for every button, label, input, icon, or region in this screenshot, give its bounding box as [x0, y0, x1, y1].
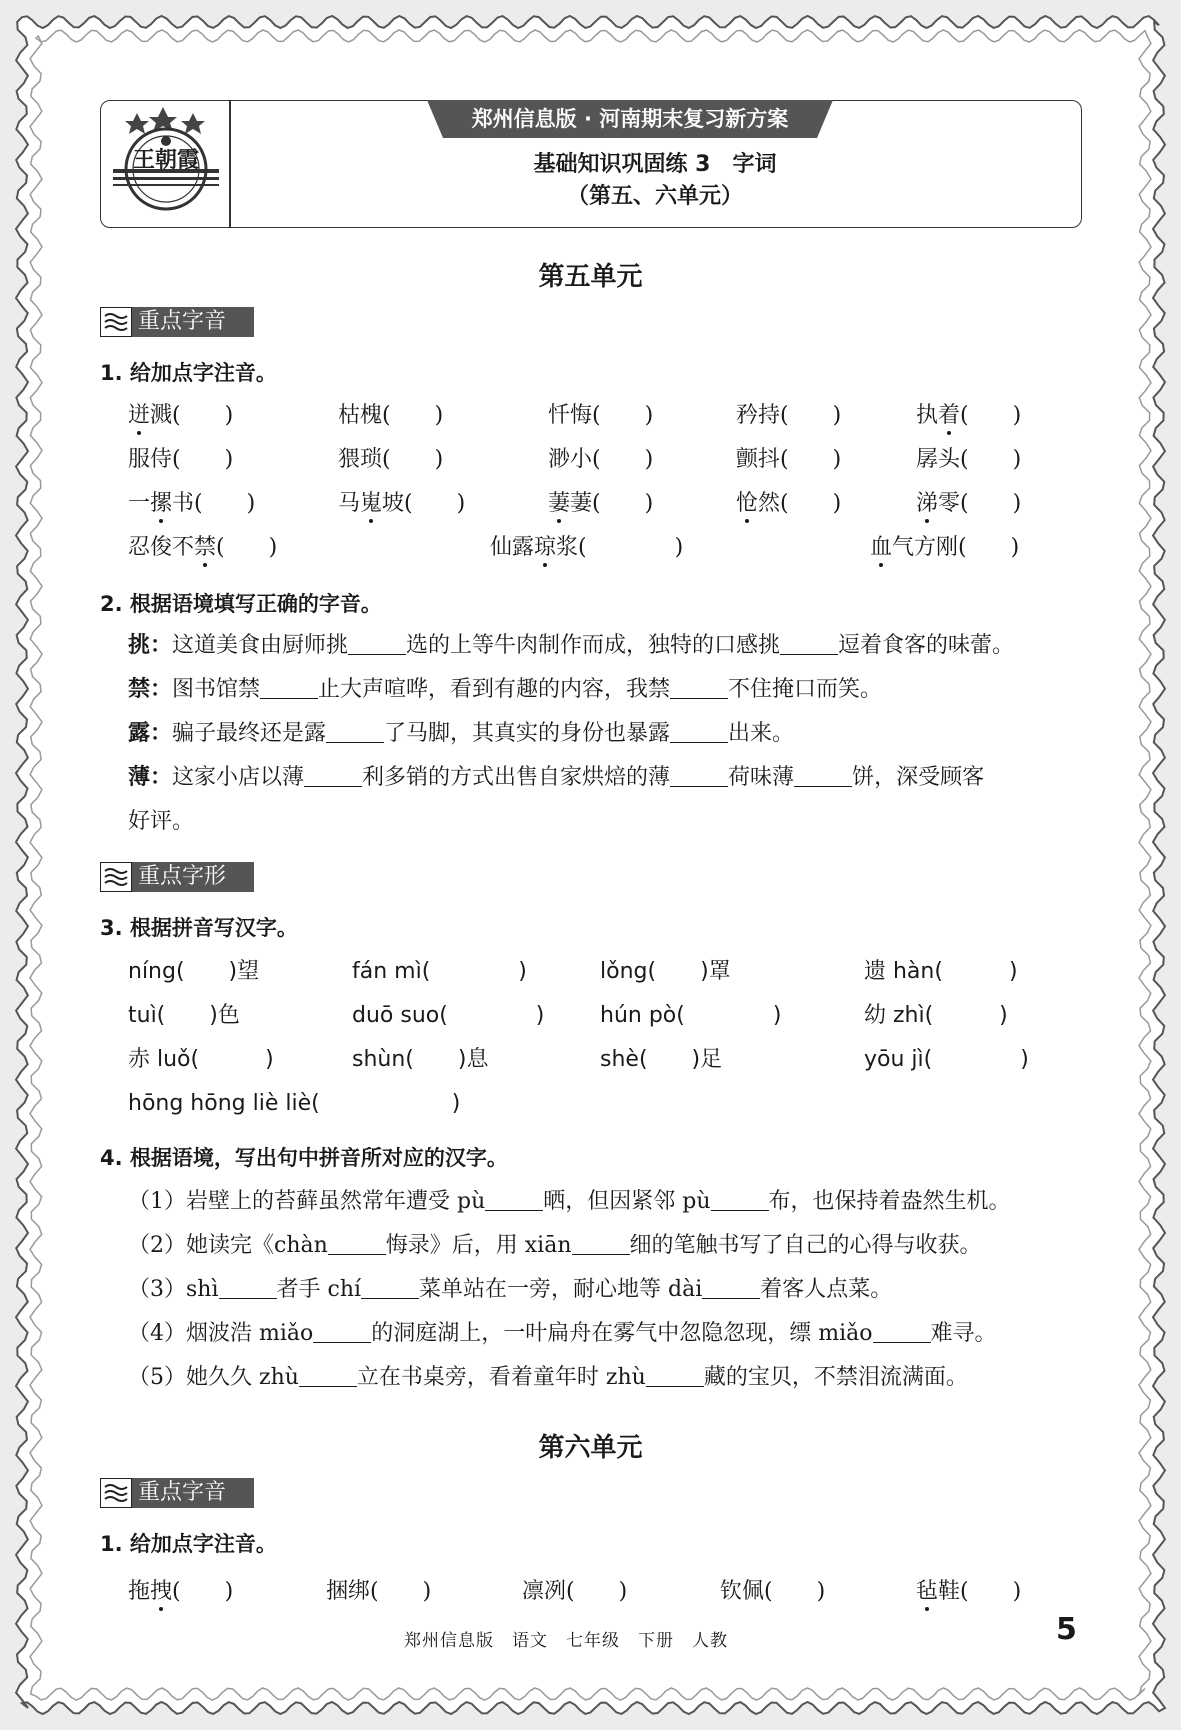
pinyin-word: tuì( )色 — [128, 1003, 240, 1028]
unit6-tag-pronunciation: 重点字音 — [100, 1478, 254, 1508]
unit5-q2-label: 2. 根据语境填写正确的字音。 — [100, 592, 382, 616]
pronunciation-word: 毡鞋( ) — [916, 1579, 1022, 1604]
svg-text:王朝霞: 王朝霞 — [132, 147, 200, 173]
answer-blank[interactable] — [572, 1232, 630, 1255]
page-number: 5 — [1056, 1612, 1077, 1647]
pinyin-word: fán mì( ) — [352, 959, 527, 984]
unit5-q3-label: 3. 根据拼音写汉字。 — [100, 916, 298, 940]
answer-blank[interactable] — [670, 720, 728, 743]
unit5-tag-pronunciation: 重点字音 — [100, 307, 254, 337]
wave-icon — [100, 1478, 132, 1508]
sentence-item: （1）岩壁上的苔藓虽然常年遭受 pù 晒，但因紧邻 pù 布，也保持着盎然生机。 — [128, 1189, 1011, 1214]
pinyin-word: hōng hōng liè liè( ) — [128, 1091, 461, 1116]
pronunciation-word: 怆然( ) — [736, 491, 842, 516]
answer-blank[interactable] — [326, 720, 384, 743]
pronunciation-word: 萋萋( ) — [548, 491, 654, 516]
pronunciation-word: 孱头( ) — [916, 447, 1022, 472]
answer-blank[interactable] — [328, 1232, 386, 1255]
answer-blank[interactable] — [711, 1188, 769, 1211]
pinyin-word: 幼 zhì( ) — [864, 1003, 1008, 1028]
pinyin-word: 赤 luǒ( ) — [128, 1047, 274, 1072]
publisher-logo — [111, 107, 221, 219]
header-banner: 郑州信息版 · 河南期末复习新方案 — [471, 107, 789, 131]
page-title: 基础知识巩固练 3 字词 — [533, 152, 777, 177]
answer-blank[interactable] — [780, 632, 838, 655]
sentence-item: （5）她久久 zhù 立在书桌旁，看着童年时 zhù 藏的宝贝，不禁泪流满面。 — [128, 1365, 968, 1390]
answer-blank[interactable] — [873, 1320, 931, 1343]
sentence-item: （2）她读完《chàn 悔录》后，用 xiān 细的笔触书写了自己的心得与收获。 — [128, 1233, 982, 1258]
pronunciation-word: 马嵬坡( ) — [338, 491, 466, 516]
pronunciation-word: 凛冽( ) — [522, 1579, 628, 1604]
pronunciation-word: 矜持( ) — [736, 403, 842, 428]
pronunciation-word: 执着( ) — [916, 403, 1022, 428]
pinyin-word: níng( )望 — [128, 959, 260, 984]
pronunciation-word: 迸溅( ) — [128, 403, 234, 428]
answer-blank[interactable] — [304, 764, 362, 787]
pronunciation-word: 枯槐( ) — [338, 403, 444, 428]
pinyin-word: yōu jì( ) — [864, 1047, 1029, 1072]
page-subtitle: （第五、六单元） — [566, 184, 743, 209]
unit6-title: 第六单元 — [538, 1433, 643, 1463]
pronunciation-word: 捆绑( ) — [326, 1579, 432, 1604]
answer-blank[interactable] — [794, 764, 852, 787]
sentence-item: （3）shì 者手 chí 菜单站在一旁，耐心地等 dài 着客人点菜。 — [128, 1277, 893, 1302]
footer-text: 郑州信息版 语文 七年级 下册 人教 — [404, 1631, 728, 1651]
answer-blank[interactable] — [361, 1276, 419, 1299]
context-item: 禁：图书馆禁 止大声喧哗，看到有趣的内容，我禁 不住掩口而笑。 — [128, 677, 883, 702]
wave-icon — [100, 862, 132, 892]
answer-blank[interactable] — [260, 676, 318, 699]
unit6-q1-label: 1. 给加点字注音。 — [100, 1532, 277, 1556]
sentence-item: （4）烟波浩 miǎo 的洞庭湖上，一叶扁舟在雾气中忽隐忽现，缥 miǎo 难寻。 — [128, 1321, 997, 1346]
context-item: 薄：这家小店以薄 利多销的方式出售自家烘焙的薄 荷味薄 饼，深受顾客 — [128, 765, 985, 790]
pinyin-word: 遗 hàn( ) — [864, 959, 1018, 984]
pronunciation-word: 一摞书( ) — [128, 491, 256, 516]
context-tail: 好评。 — [128, 809, 195, 834]
pinyin-word: duō suo( ) — [352, 1003, 545, 1028]
pronunciation-word: 猥琐( ) — [338, 447, 444, 472]
pronunciation-word: 血气方刚( ) — [870, 535, 1020, 560]
pronunciation-word: 拖拽( ) — [128, 1579, 234, 1604]
pronunciation-word: 钦佩( ) — [720, 1579, 826, 1604]
context-item: 露：骗子最终还是露 了马脚，其真实的身份也暴露 出来。 — [128, 721, 795, 746]
context-item: 挑：这道美食由厨师挑 选的上等牛肉制作而成，独特的口感挑 逗着食客的味蕾。 — [128, 633, 1015, 658]
unit5-q1-label: 1. 给加点字注音。 — [100, 361, 277, 385]
pinyin-word: hún pò( ) — [600, 1003, 782, 1028]
pronunciation-word: 忍俊不禁( ) — [128, 535, 278, 560]
answer-blank[interactable] — [670, 764, 728, 787]
header-box — [100, 100, 1082, 228]
pronunciation-word: 服侍( ) — [128, 447, 234, 472]
unit5-q4-label: 4. 根据语境，写出句中拼音所对应的汉字。 — [100, 1146, 508, 1170]
pronunciation-word: 仙露琼浆( ) — [490, 535, 684, 560]
answer-blank[interactable] — [219, 1276, 277, 1299]
answer-blank[interactable] — [646, 1364, 704, 1387]
pinyin-word: shè( )足 — [600, 1047, 723, 1072]
unit5-tag-shape: 重点字形 — [100, 862, 254, 892]
pinyin-word: lǒng( )罩 — [600, 959, 731, 984]
pronunciation-word: 渺小( ) — [548, 447, 654, 472]
pronunciation-word: 涕零( ) — [916, 491, 1022, 516]
answer-blank[interactable] — [702, 1276, 760, 1299]
wave-icon — [100, 307, 132, 337]
pinyin-word: shùn( )息 — [352, 1047, 489, 1072]
unit5-title: 第五单元 — [538, 262, 643, 292]
answer-blank[interactable] — [313, 1320, 371, 1343]
pronunciation-word: 颤抖( ) — [736, 447, 842, 472]
answer-blank[interactable] — [299, 1364, 357, 1387]
answer-blank[interactable] — [348, 632, 406, 655]
answer-blank[interactable] — [670, 676, 728, 699]
answer-blank[interactable] — [485, 1188, 543, 1211]
pronunciation-word: 忏悔( ) — [548, 403, 654, 428]
